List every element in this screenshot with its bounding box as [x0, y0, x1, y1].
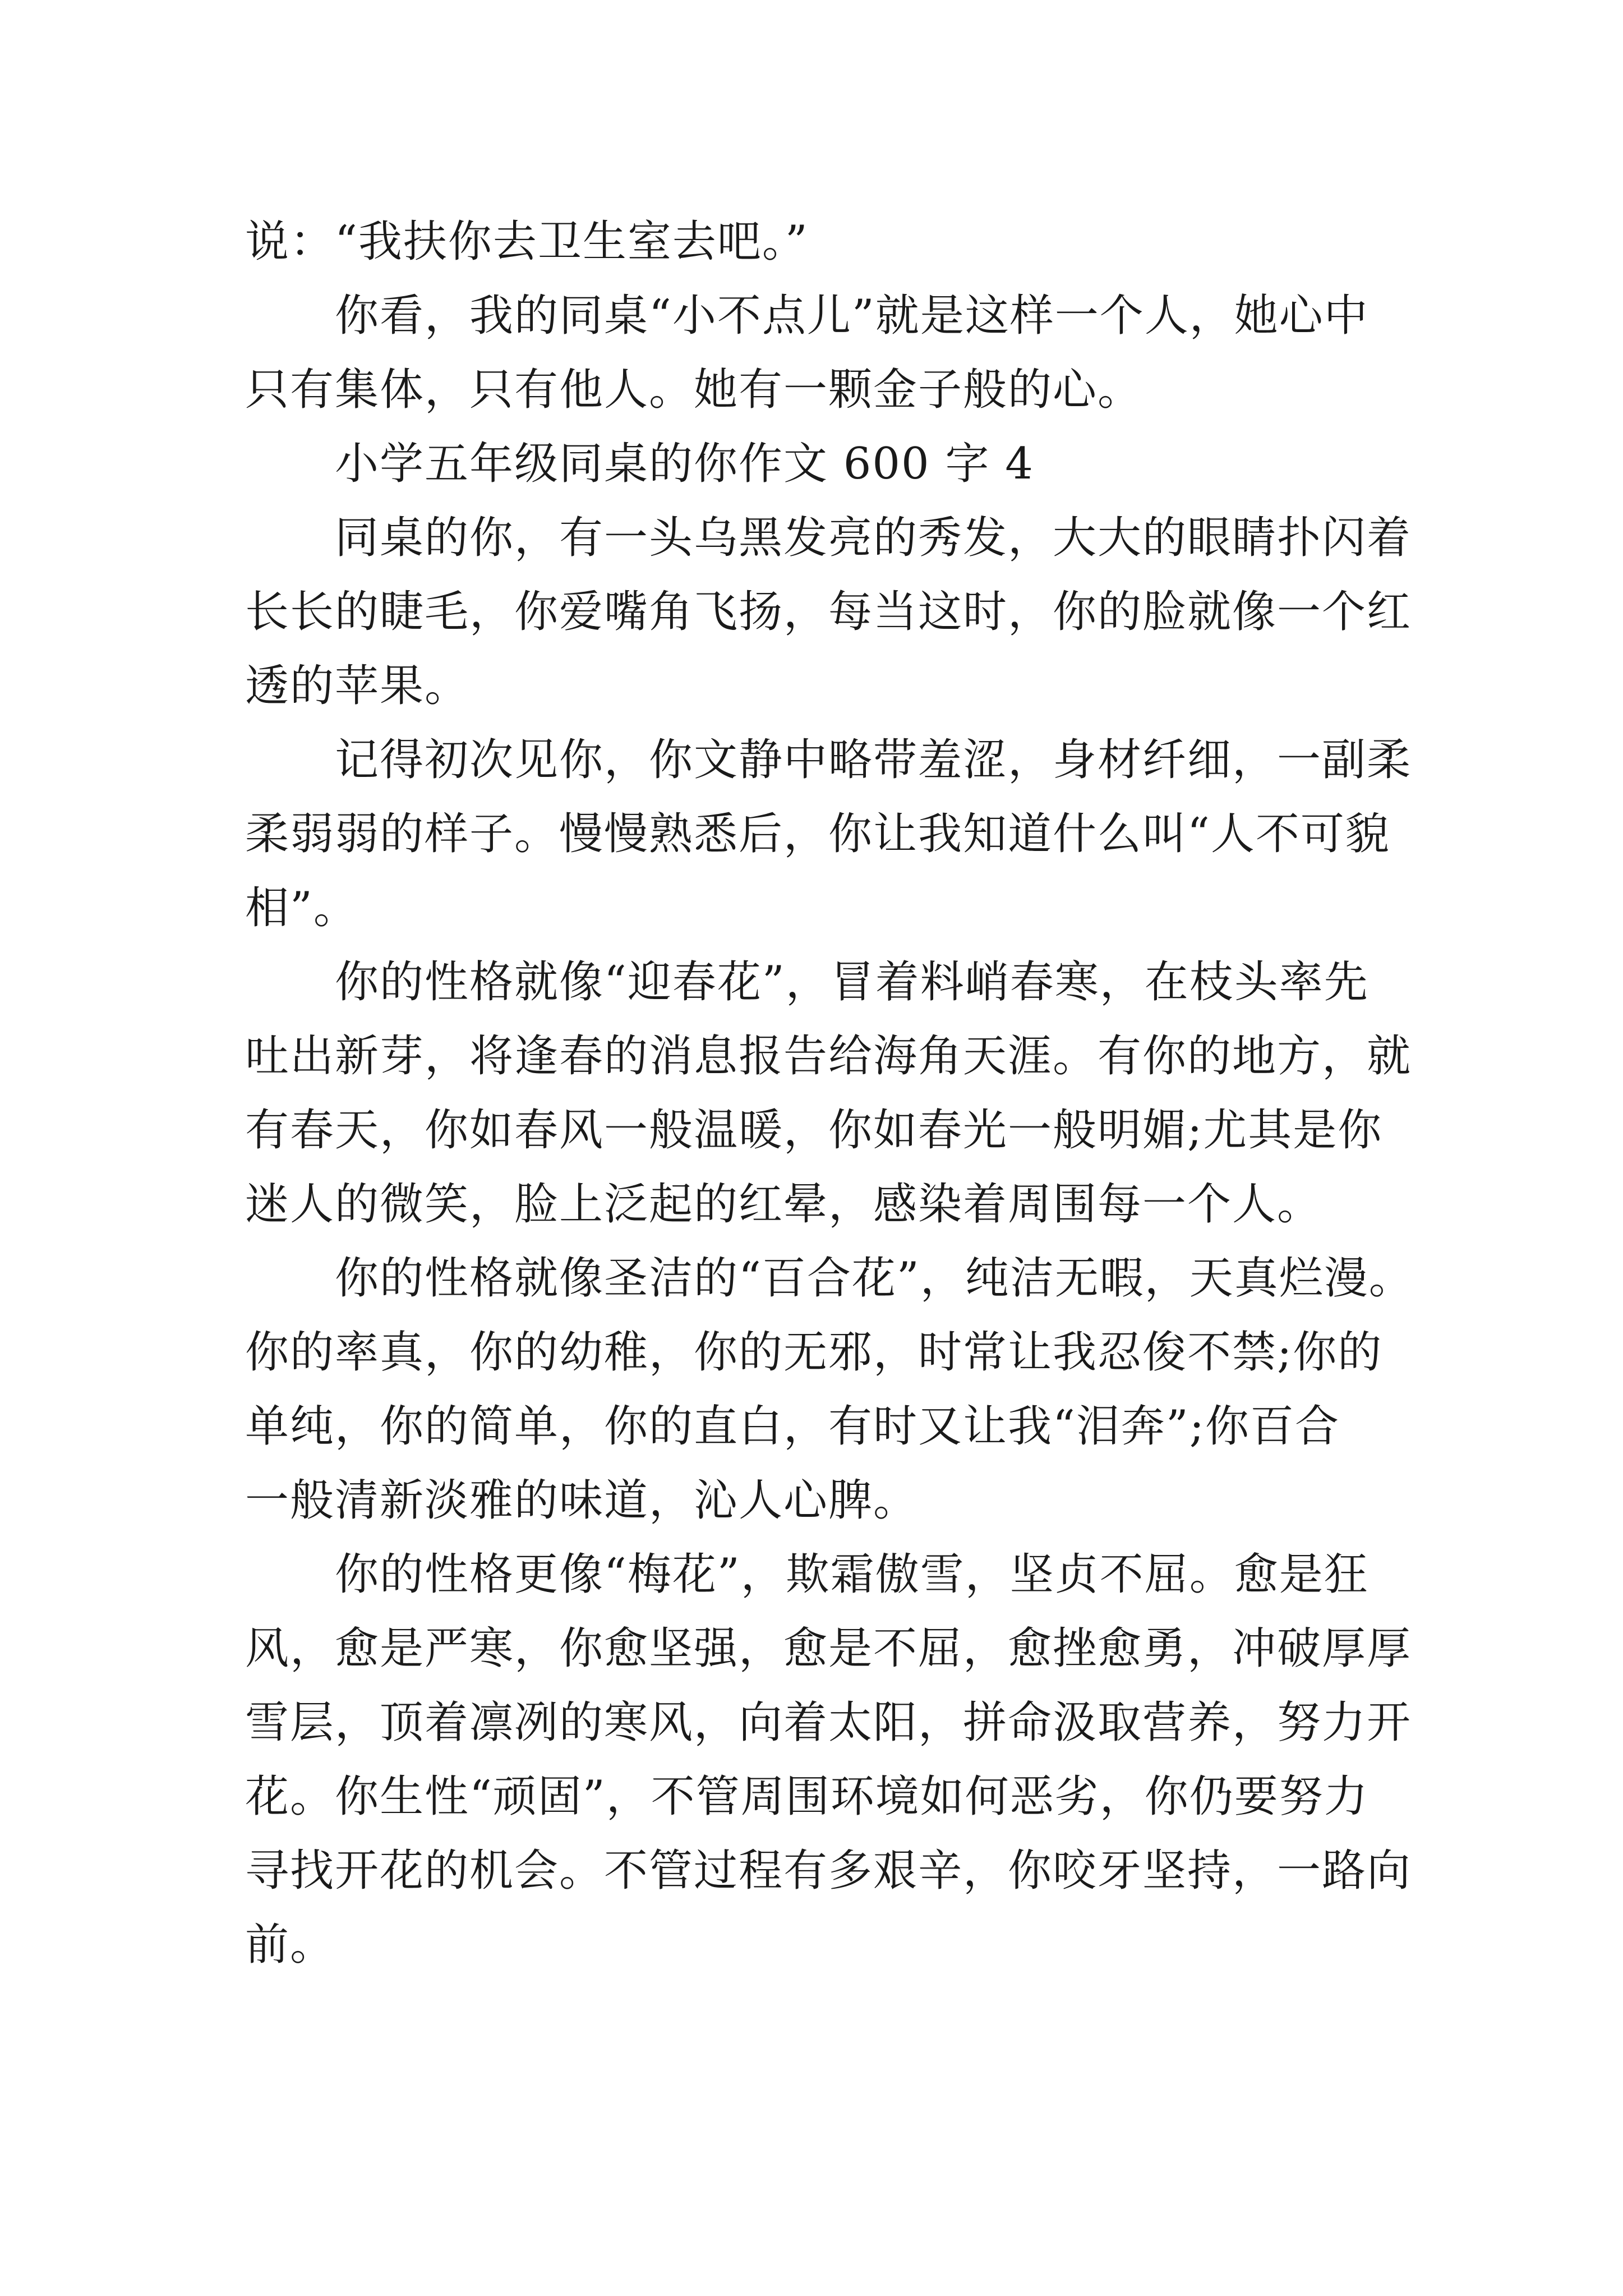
paragraph-line: 你看，我的同桌“小不点儿”就是这样一个人，她心中	[335, 291, 1369, 341]
paragraph-line: 吐出新芽，将逢春的消息报告给海角天涯。有你的地方，就	[245, 1031, 1412, 1082]
paragraph-line: 你的率真，你的幼稚，你的无邪，时常让我忍俊不禁;你的	[245, 1327, 1383, 1378]
document-body	[245, 205, 1414, 1982]
paragraph-line: 你的性格更像“梅花”，欺霜傲雪，坚贞不屈。愈是狂	[335, 1549, 1369, 1600]
paragraph-line: 单纯，你的简单，你的直白，有时又让我“泪奔”;你百合	[245, 1401, 1340, 1452]
paragraph-line: 同桌的你，有一头乌黑发亮的秀发，大大的眼睛扑闪着	[335, 513, 1412, 563]
paragraph-line: 前。	[245, 1920, 335, 1970]
paragraph-line: 有春天，你如春风一般温暖，你如春光一般明媚;尤其是你	[245, 1105, 1383, 1156]
paragraph-line: 迷人的微笑，脸上泛起的红晕，感染着周围每一个人。	[245, 1179, 1322, 1230]
paragraph-line: 一般清新淡雅的味道，沁人心脾。	[245, 1475, 919, 1526]
paragraph-line: 风，愈是严寒，你愈坚强，愈是不屈，愈挫愈勇，冲破厚厚	[245, 1623, 1412, 1674]
paragraph-line: 寻找开花的机会。不管过程有多艰辛，你咬牙坚持，一路向	[245, 1846, 1412, 1896]
paragraph-line: 你的性格就像“迎春花”，冒着料峭春寒，在枝头率先	[335, 957, 1369, 1007]
paragraph-line: 雪层，顶着凛冽的寒风，向着太阳，拼命汲取营养，努力开	[245, 1697, 1412, 1748]
paragraph-line: 柔弱弱的样子。慢慢熟悉后，你让我知道什么叫“人不可貌	[245, 809, 1390, 859]
paragraph-line: 记得初次见你，你文静中略带羞涩，身材纤细，一副柔	[335, 735, 1412, 785]
paragraph-line: 只有集体，只有他人。她有一颗金子般的心。	[245, 365, 1143, 415]
paragraph-line: 你的性格就像圣洁的“百合花”，纯洁无暇，天真烂漫。	[335, 1253, 1414, 1304]
paragraph-line: 长长的睫毛，你爱嘴角飞扬，每当这时，你的脸就像一个红	[245, 587, 1412, 637]
paragraph-line: 花。你生性“顽固”，不管周围环境如何恶劣，你仍要努力	[245, 1772, 1369, 1822]
section-heading: 小学五年级同桌的你作文 600 字 4	[335, 439, 1034, 489]
paragraph-line: 说：“我扶你去卫生室去吧。”	[245, 217, 809, 267]
paragraph-line: 相”。	[245, 883, 358, 933]
paragraph-line: 透的苹果。	[245, 661, 470, 711]
